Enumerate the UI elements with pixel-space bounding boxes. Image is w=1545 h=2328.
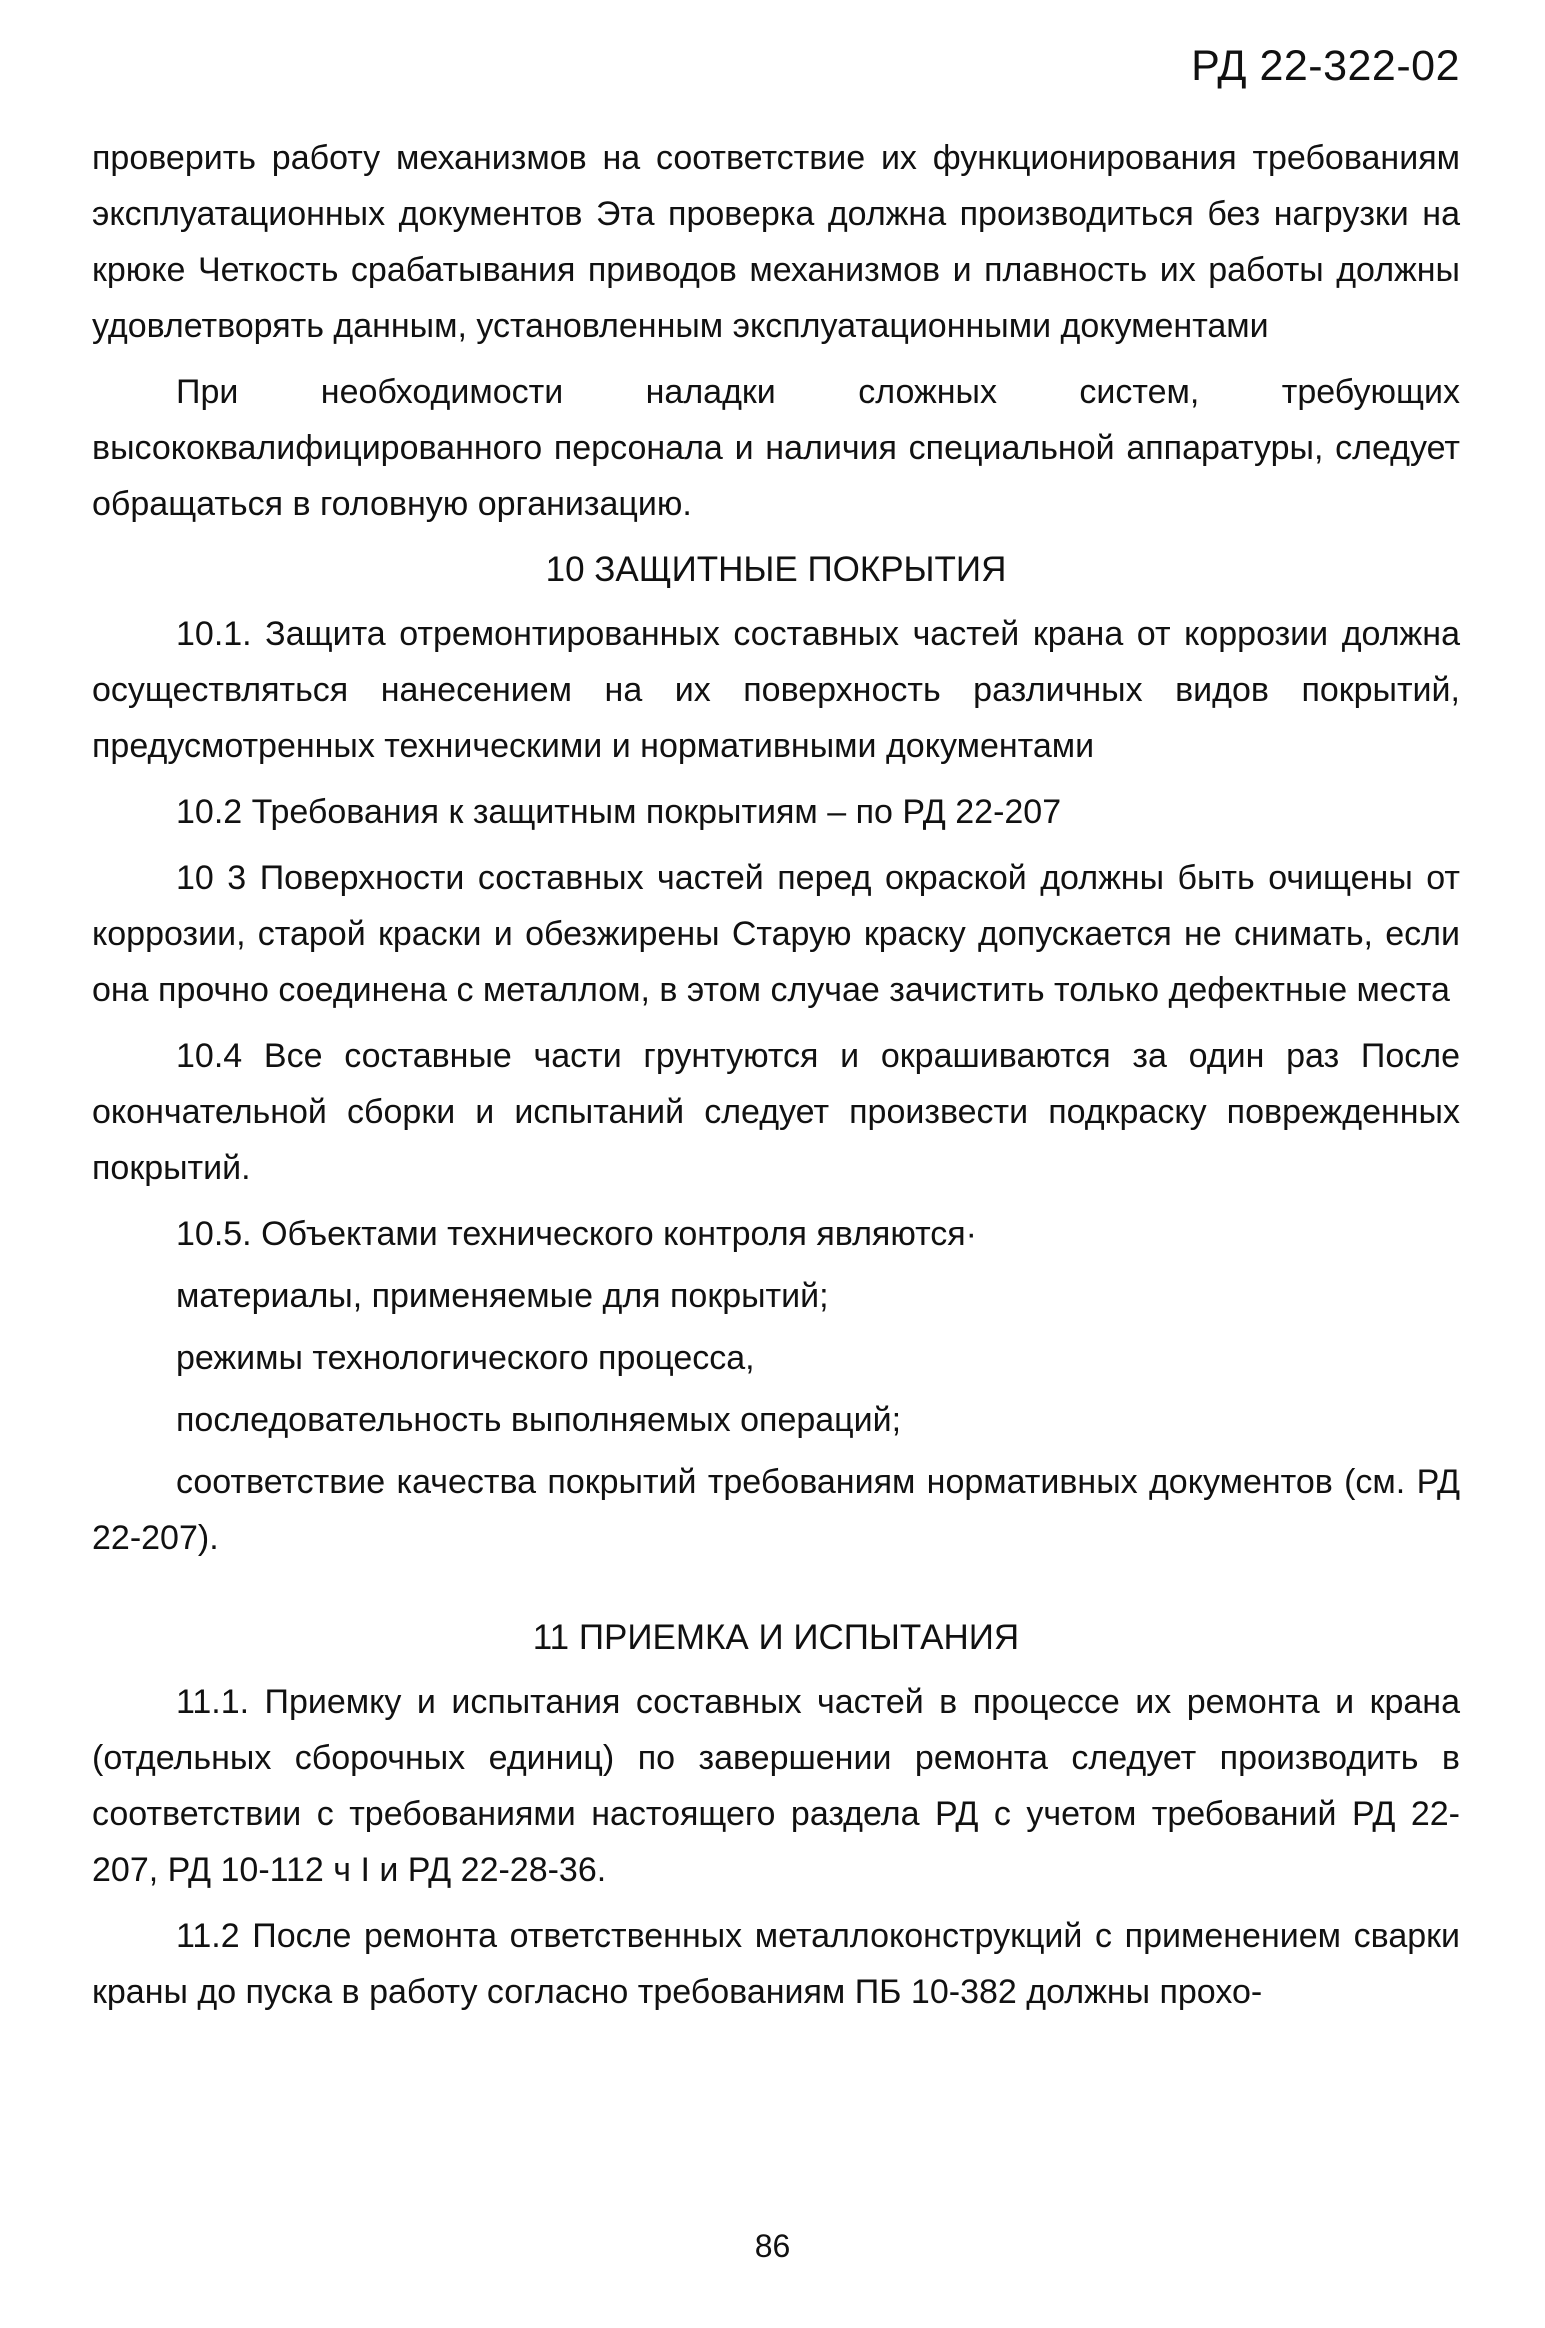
list-item: последовательность выполняемых операций; xyxy=(176,1401,902,1439)
page-body xyxy=(92,130,1460,2030)
page-number: 86 xyxy=(754,2228,791,2264)
paragraph-setup: При необходимости наладки сложных систем, требующих высококвалифицированного персонала и наличия специальной аппаратуры, следует обращаться в головную организацию. xyxy=(92,373,1460,523)
document-code: РД 22-322-02 xyxy=(1191,42,1460,90)
list-item: режимы технологического процесса, xyxy=(176,1339,755,1377)
paragraph-10-2: 10.2 Требования к защитным покрытиям – по РД 22-207 xyxy=(176,793,1062,831)
paragraph-11-2: 11.2 После ремонта ответственных металлоконструкций с применением сварки краны до пуска в работу согласно требованиям ПБ 10-382 должны прохо- xyxy=(92,1917,1460,2011)
paragraph-10-1: 10.1. Защита отремонтированных составных частей крана от коррозии должна осуществляться нанесением на их поверхность различных видов покрытий, предусмотренных техническими и нормативными документами xyxy=(92,615,1460,765)
list-item: соответствие качества покрытий требованиям нормативных документов (см. РД 22-207). xyxy=(92,1463,1460,1557)
paragraph-10-3: 10 3 Поверхности составных частей перед окраской должны быть очищены от коррозии, старой краски и обезжирены Старую краску допускается не снимать, если она прочно соединена с металлом, в этом случае зачистить только дефектные места xyxy=(92,859,1460,1009)
paragraph-continuation: проверить работу механизмов на соответствие их функционирования требованиям эксплуатационных документов Эта проверка должна производиться без нагрузки на крюке Четкость срабатывания приводов механизмов и плавность их работы должны удовлетворять данным, установленным эксплуатационными документами xyxy=(92,139,1460,345)
list-item: материалы, применяемые для покрытий; xyxy=(176,1277,829,1315)
paragraph-11-1: 11.1. Приемку и испытания составных частей в процессе их ремонта и крана (отдельных сборочных единиц) по завершении ремонта следует производить в соответствии с требованиями настоящего раздела РД с учетом требований РД 22-207, РД 10-112 ч I и РД 22-28-36. xyxy=(92,1683,1460,1889)
paragraph-10-4: 10.4 Все составные части грунтуются и окрашиваются за один раз После окончательной сборки и испытаний следует произвести подкраску поврежденных покрытий. xyxy=(92,1037,1460,1187)
paragraph-10-5: 10.5. Объектами технического контроля являются· xyxy=(176,1215,978,1253)
section-heading-10: 10 ЗАЩИТНЫЕ ПОКРЫТИЯ xyxy=(545,550,1007,589)
section-heading-11: 11 ПРИЕМКА И ИСПЫТАНИЯ xyxy=(532,1618,1020,1657)
